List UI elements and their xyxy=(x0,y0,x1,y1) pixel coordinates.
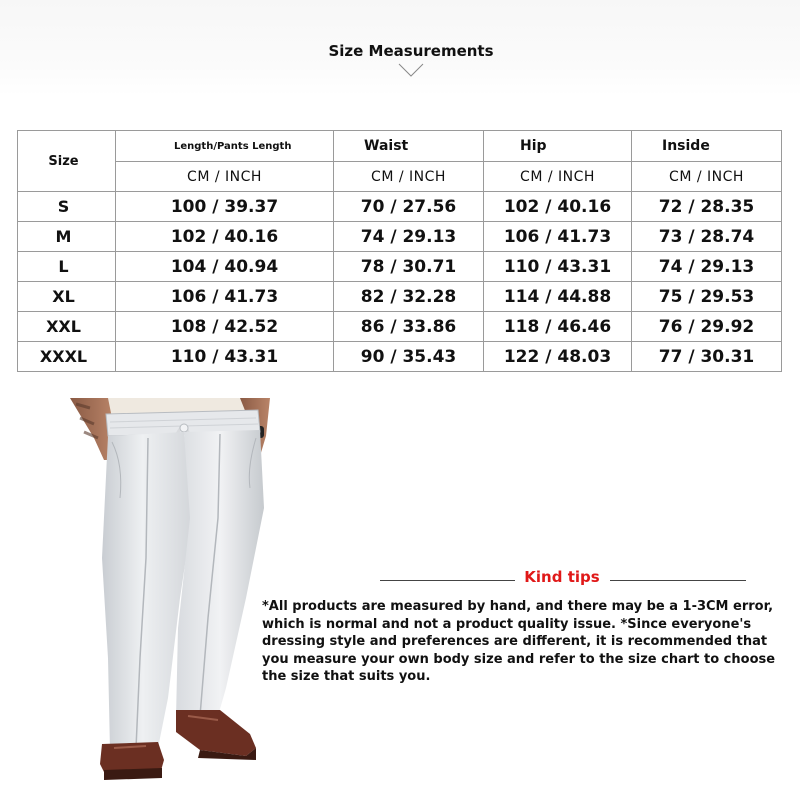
table-row xyxy=(18,282,782,312)
header-inside: Inside xyxy=(632,131,782,162)
hip-cell: 102 / 40.16 xyxy=(484,192,632,222)
unit-label: CM / INCH xyxy=(116,162,334,192)
header-hip: Hip xyxy=(484,131,632,162)
length-cell: 104 / 40.94 xyxy=(116,252,334,282)
size-cell: XXXL xyxy=(18,342,116,372)
table-row xyxy=(18,192,782,222)
waist-cell: 70 / 27.56 xyxy=(334,192,484,222)
table-row xyxy=(18,312,782,342)
size-table xyxy=(17,130,782,372)
tips-divider-right xyxy=(610,580,746,581)
length-cell: 100 / 39.37 xyxy=(116,192,334,222)
inside-cell: 76 / 29.92 xyxy=(632,312,782,342)
size-cell: XL xyxy=(18,282,116,312)
size-cell: S xyxy=(18,192,116,222)
chevron-down-icon xyxy=(396,60,426,80)
waist-cell: 82 / 32.28 xyxy=(334,282,484,312)
tips-body: *All products are measured by hand, and there may be a 1-3CM error, which is normal and not a product quality issue. *Since everyone's dressing style and preferences are different, it is recommended that you measure your own body size and refer to the size chart to choose the size that suits you. xyxy=(262,599,776,684)
inside-cell: 74 / 29.13 xyxy=(632,252,782,282)
table-row xyxy=(18,342,782,372)
tips-divider-left xyxy=(380,580,515,581)
header-row xyxy=(18,131,782,162)
length-cell: 102 / 40.16 xyxy=(116,222,334,252)
hip-cell: 118 / 46.46 xyxy=(484,312,632,342)
unit-label: CM / INCH xyxy=(484,162,632,192)
hip-cell: 106 / 41.73 xyxy=(484,222,632,252)
inside-cell: 75 / 29.53 xyxy=(632,282,782,312)
size-cell: L xyxy=(18,252,116,282)
inside-cell: 77 / 30.31 xyxy=(632,342,782,372)
table-row xyxy=(18,252,782,282)
waist-cell: 90 / 35.43 xyxy=(334,342,484,372)
size-header: Size xyxy=(18,131,116,192)
hip-cell: 114 / 44.88 xyxy=(484,282,632,312)
table-row xyxy=(18,222,782,252)
inside-cell: 72 / 28.35 xyxy=(632,192,782,222)
unit-row xyxy=(18,162,782,192)
unit-label: CM / INCH xyxy=(334,162,484,192)
length-cell: 108 / 42.52 xyxy=(116,312,334,342)
unit-label: CM / INCH xyxy=(632,162,782,192)
inside-cell: 73 / 28.74 xyxy=(632,222,782,252)
header-waist: Waist xyxy=(334,131,484,162)
tips-title: Kind tips xyxy=(524,568,600,586)
waist-cell: 86 / 33.86 xyxy=(334,312,484,342)
length-cell: 110 / 43.31 xyxy=(116,342,334,372)
pants-model-image xyxy=(50,398,290,800)
waist-cell: 74 / 29.13 xyxy=(334,222,484,252)
hip-cell: 110 / 43.31 xyxy=(484,252,632,282)
hip-cell: 122 / 48.03 xyxy=(484,342,632,372)
size-cell: M xyxy=(18,222,116,252)
size-cell: XXL xyxy=(18,312,116,342)
waist-cell: 78 / 30.71 xyxy=(334,252,484,282)
page-title: Size Measurements xyxy=(328,42,494,60)
length-cell: 106 / 41.73 xyxy=(116,282,334,312)
header-length: Length/Pants Length xyxy=(116,131,334,162)
